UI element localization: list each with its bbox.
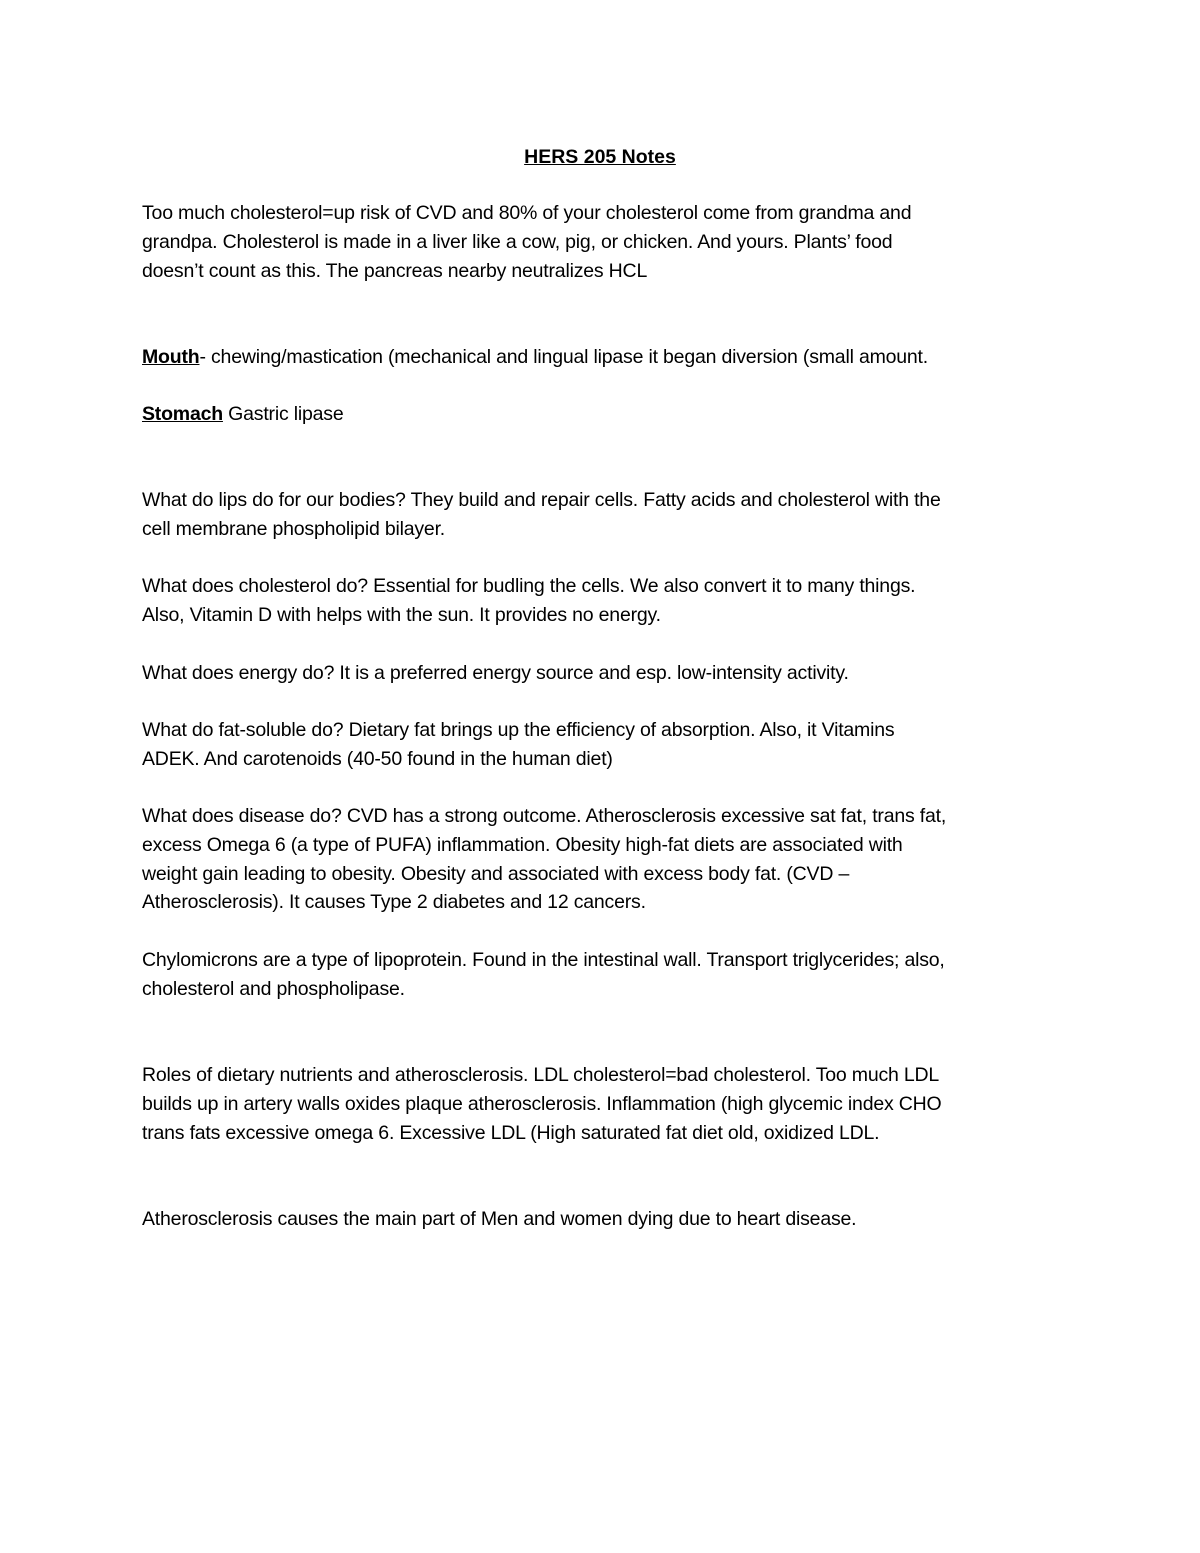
intro-line-1: Too much cholesterol=up risk of CVD and 80% of your cholesterol come from grandma and	[142, 202, 912, 224]
roles-line-3: trans fats excessive omega 6. Excessive LDL (High saturated fat diet old, oxidized LDL.	[142, 1122, 880, 1144]
mouth-text: - chewing/mastication (mechanical and lingual lipase it began diversion (small amount.	[199, 346, 928, 368]
stomach-paragraph	[142, 400, 344, 429]
atherosclerosis-line-1: Atherosclerosis causes the main part of Men and women dying due to heart disease.	[142, 1208, 857, 1230]
roles-line-2: builds up in artery walls oxides plaque atherosclerosis. Inflammation (high glycemic index CHO	[142, 1093, 942, 1115]
fat-soluble-line-2: ADEK. And carotenoids (40-50 found in the human diet)	[142, 748, 613, 770]
lips-line-1: What do lips do for our bodies? They build and repair cells. Fatty acids and cholesterol with the	[142, 489, 941, 511]
stomach-label: Stomach	[142, 403, 223, 425]
roles-line-1: Roles of dietary nutrients and atherosclerosis. LDL cholesterol=bad cholesterol. Too much LDL	[142, 1064, 940, 1086]
mouth-paragraph	[142, 343, 928, 372]
disease-line-3: weight gain leading to obesity. Obesity and associated with excess body fat. (CVD –	[142, 863, 850, 885]
mouth-label: Mouth	[142, 346, 200, 368]
cholesterol-line-1: What does cholesterol do? Essential for budling the cells. We also convert it to many things.	[142, 575, 916, 597]
disease-line-2: excess Omega 6 (a type of PUFA) inflammation. Obesity high-fat diets are associated with	[142, 834, 903, 856]
fat-soluble-line-1: What do fat-soluble do? Dietary fat brings up the efficiency of absorption. Also, it Vitamins	[142, 719, 895, 741]
intro-line-2: grandpa. Cholesterol is made in a liver like a cow, pig, or chicken. And yours. Plants’ food	[142, 231, 893, 253]
intro-line-3: doesn’t count as this. The pancreas nearby neutralizes HCL	[142, 260, 648, 282]
chylomicrons-line-2: cholesterol and phospholipase.	[142, 978, 405, 1000]
energy-line-1: What does energy do? It is a preferred energy source and esp. low-intensity activity.	[142, 662, 849, 684]
chylomicrons-line-1: Chylomicrons are a type of lipoprotein. Found in the intestinal wall. Transport triglycerides; also,	[142, 949, 945, 971]
disease-line-4: Atherosclerosis). It causes Type 2 diabetes and 12 cancers.	[142, 891, 646, 913]
stomach-text: Gastric lipase	[222, 403, 344, 425]
cholesterol-line-2: Also, Vitamin D with helps with the sun. It provides no energy.	[142, 604, 661, 626]
disease-line-1: What does disease do? CVD has a strong outcome. Atherosclerosis excessive sat fat, trans fat,	[142, 805, 947, 827]
lips-line-2: cell membrane phospholipid bilayer.	[142, 518, 446, 540]
page-title: HERS 205 Notes	[524, 146, 676, 168]
